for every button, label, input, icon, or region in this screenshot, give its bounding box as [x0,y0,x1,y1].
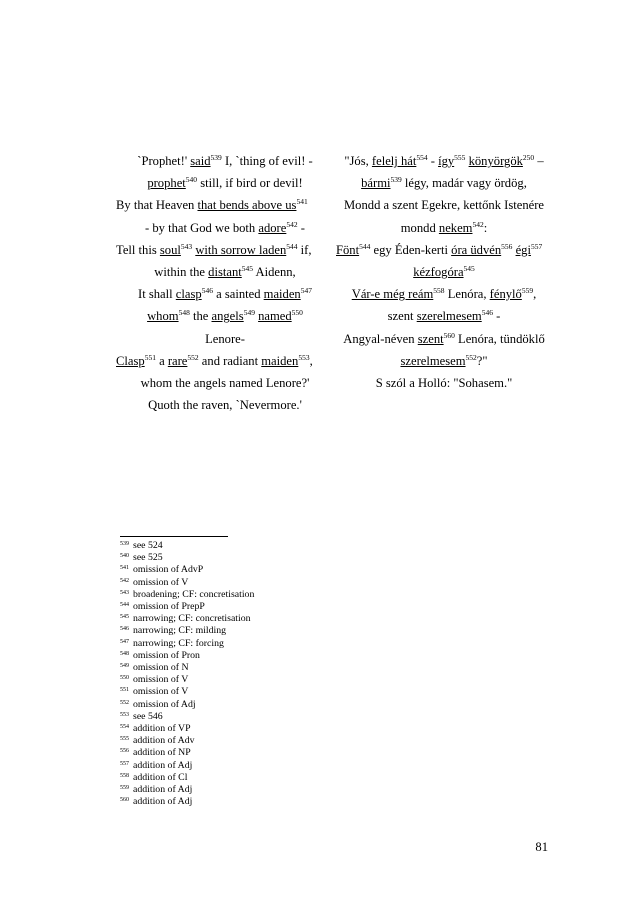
underlined-phrase: égi [515,242,531,257]
underlined-phrase: óra üdvén [451,242,502,257]
footnote-ref: 539 [390,175,402,185]
underlined-phrase: szent [417,331,444,346]
underlined-phrase: könyörgök [468,154,523,168]
footnote-ref: 556 [501,241,513,251]
footnote-ref: 545 [463,264,475,274]
footnote-number: 541 [120,565,129,572]
footnote [120,747,254,759]
underlined-phrase: distant [208,265,242,280]
hungarian-stanza [336,150,552,394]
footnote-ref: 558 [433,286,445,296]
english-verse-line [116,283,334,305]
footnote [120,796,254,808]
english-verse-line [116,305,334,327]
footnote-number: 557 [120,760,129,767]
underlined-phrase: maiden [261,353,299,368]
footnote-ref: 557 [530,241,543,251]
underlined-phrase: with sorrow laden [195,242,287,257]
verse-text: , [309,353,313,368]
footnote-number: 559 [120,785,129,792]
underlined-phrase: adore [258,220,287,235]
footnote-ref: 560 [443,330,455,340]
footnote-ref: 553 [298,352,310,362]
footnote [120,564,254,576]
footnote [120,540,254,552]
underlined-phrase: whom [147,309,179,324]
verse-text: Lenóra, tündöklő [454,331,545,346]
footnote-text: omission of V [133,674,189,686]
footnote-number: 555 [120,736,129,743]
footnote-text: see 524 [133,540,163,551]
footnote-ref: 544 [359,241,371,251]
english-verse-line [116,394,334,416]
footnote [120,613,254,625]
footnote-ref: 542 [286,219,298,229]
verse-text: still, if bird or devil! [197,176,303,191]
footnote [120,552,254,564]
footnote-ref: 546 [201,286,213,296]
footnote-text: omission of V [133,576,189,588]
verse-text: if, [297,242,312,257]
footnote-text: narrowing; CF: milding [133,625,227,637]
verse-text: egy Éden-kerti [370,242,452,257]
footnote-ref: 550 [291,308,303,318]
footnote-ref: 544 [286,241,298,251]
underlined-phrase: nekem [438,220,473,235]
footnote-text: see 525 [133,552,163,564]
hungarian-verse-line [336,305,552,327]
footnote-ref: 559 [521,286,534,296]
verse-text: a [155,353,168,368]
english-verse-line [116,350,334,372]
verse-text: It shall [138,287,176,302]
footnote-text: omission of N [133,662,189,674]
footnote-ref: 549 [243,308,255,318]
hungarian-verse-line [336,172,552,194]
footnote-number: 558 [120,772,129,779]
underlined-phrase: szerelmesem [400,353,466,368]
underlined-phrase: that bends above us [197,198,297,213]
footnote [120,589,254,601]
verse-text: Angyal-néven [343,331,418,346]
footnote-ref: 554 [416,153,428,162]
footnote-ref: 543 [180,241,193,251]
underlined-phrase: kézfogóra [413,265,464,280]
underlined-phrase: szerelmesem [416,309,482,324]
english-stanza [116,150,334,416]
verse-text: and radiant [198,353,262,368]
verse-text: Quoth the raven, `Nevermore.' [148,398,302,413]
verse-text: - [297,220,305,235]
underlined-phrase: prophet [147,176,186,191]
hungarian-verse-line [336,217,552,239]
footnote [120,699,254,711]
footnote-number: 539 [120,541,129,547]
english-verse-line [116,172,334,194]
footnote [120,760,254,772]
underlined-phrase: angels [211,309,244,324]
footnote-number: 543 [120,589,129,596]
footnote [120,784,254,796]
verse-text: a sainted [212,287,264,302]
footnote [120,638,254,650]
footnote-ref: 552 [187,352,199,362]
footnote [120,772,254,784]
verse-text: "Jós, [344,154,372,168]
footnote-text: omission of Adj [133,698,196,710]
footnote-number: 540 [120,553,129,560]
hungarian-verse-line [336,372,552,394]
footnote-text: omission of PrepP [133,601,205,613]
verse-text: Mondd a szent Egekre, kettőnk Istenére [343,198,545,213]
verse-text: `Prophet!' [137,154,191,168]
underlined-phrase: maiden [263,287,301,302]
footnote-ref: 551 [144,352,156,362]
footnote-number: 542 [120,577,129,584]
page-number: 81 [535,840,548,854]
verse-text: , [533,287,537,302]
footnote-ref: 542 [472,219,484,229]
footnote [120,723,254,735]
verse-text: I, `thing of evil! - [221,154,313,168]
footnote-ref: 250 [522,153,535,162]
footnote-text: addition of Adj [133,796,193,808]
verse-text: – [534,154,544,168]
footnote-number: 554 [120,724,129,731]
english-verse-line [116,372,334,394]
verse-text: By that Heaven [116,198,198,213]
footnote-text: omission of V [133,686,189,698]
hungarian-verse-line [336,328,552,350]
underlined-phrase: Clasp [116,353,145,368]
verse-text: : [483,220,488,235]
underlined-phrase: said [190,154,211,168]
footnote [120,735,254,747]
footnote [120,662,254,674]
verse-text: - [427,154,439,168]
footnote [120,601,254,613]
verse-text: Tell this [116,242,160,257]
footnote [120,625,254,637]
hungarian-verse-line [336,350,552,372]
underlined-phrase: soul [159,242,181,257]
underlined-phrase: így [438,154,455,168]
verse-text: - [492,309,501,324]
english-verse-line [116,217,334,239]
footnote-number: 552 [120,699,129,706]
underlined-phrase: named [258,309,292,324]
footnote-text: omission of Pron [133,649,200,661]
verse-text: mondd [400,220,439,235]
verse-text: szent [387,309,417,324]
footnote-text: omission of AdvP [133,564,204,576]
footnote-number: 546 [120,626,129,633]
verse-text: Aidenn, [253,265,296,280]
underlined-phrase: bármi [361,176,391,191]
footnote-number: 547 [120,638,129,645]
hungarian-verse-line [336,261,552,283]
footnote-ref: 541 [296,197,308,207]
verse-text: Lenóra, [444,287,490,302]
footnote-number: 548 [120,650,129,657]
english-verse-line [116,328,334,350]
hungarian-verse-line [336,150,552,172]
footnote-number: 553 [120,711,129,718]
footnote-number: 556 [120,748,129,755]
footnotes [120,540,254,808]
english-verse-line [116,239,334,261]
underlined-phrase: rare [167,353,188,368]
underlined-phrase: felelj hát [371,154,417,168]
footnote-text: addition of VP [133,723,191,735]
footnote-separator [120,536,228,537]
footnote [120,686,254,698]
hungarian-verse-line [336,283,552,305]
underlined-phrase: clasp [175,287,202,302]
hungarian-verse-line [336,194,552,216]
verse-text: - by that God we both [145,220,259,235]
footnote-text: narrowing; CF: forcing [133,637,224,649]
footnote-ref: 546 [481,308,493,318]
footnote-text: addition of Adv [133,735,195,747]
footnote-text: addition of Cl [133,771,188,783]
footnote-text: narrowing; CF: concretisation [133,613,251,625]
footnote-text: addition of Adj [133,759,193,771]
underlined-phrase: Vár-e még reám [351,287,434,302]
footnote-text: addition of Adj [133,784,193,796]
footnote-ref: 548 [178,308,190,318]
footnote-number: 551 [120,687,129,694]
footnote [120,577,254,589]
footnote-text: see 546 [133,710,163,722]
english-verse-line [116,194,334,216]
footnote-ref: 555 [454,153,466,162]
verse-text: the [189,309,212,324]
verse-text: whom the angels named Lenore?' [140,376,310,391]
verse-text: légy, madár vagy ördög, [401,176,527,191]
footnote-ref: 545 [241,264,254,274]
verse-text: ?" [476,353,488,368]
footnote [120,711,254,723]
english-verse-line [116,261,334,283]
footnote-number: 545 [120,614,129,621]
footnote-number: 549 [120,663,129,670]
footnote-text: addition of NP [133,747,191,759]
footnote [120,674,254,686]
hungarian-verse-line [336,239,552,261]
english-verse-line [116,150,334,172]
footnote-ref: 539 [210,153,222,162]
footnote-text: broadening; CF: concretisation [133,588,255,600]
verse-text: within the [154,265,209,280]
underlined-phrase: fénylő [489,287,522,302]
footnote-number: 550 [120,675,129,682]
footnote-number: 560 [120,797,129,804]
verse-text: S szól a Holló: "Sohasem." [375,376,513,391]
footnote-ref: 540 [185,175,198,185]
underlined-phrase: Fönt [336,242,360,257]
verse-text: Lenore- [205,331,245,346]
footnote-number: 544 [120,602,129,609]
footnote [120,650,254,662]
footnote-ref: 552 [465,352,477,362]
footnote-ref: 547 [300,286,312,296]
